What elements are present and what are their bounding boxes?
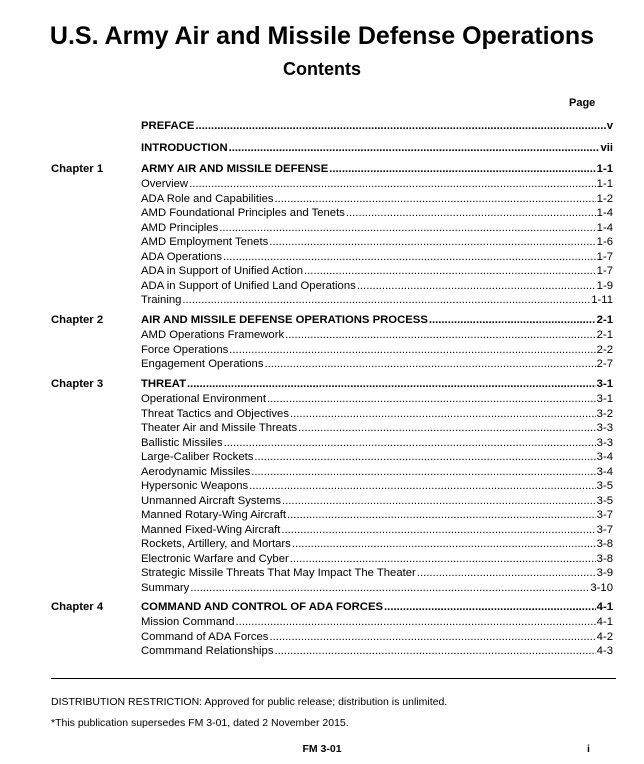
toc-entry — [141, 279, 613, 293]
toc-entry — [141, 479, 613, 493]
entry-title: Manned Fixed-Wing Aircraft — [141, 523, 281, 536]
distribution-restriction: DISTRIBUTION RESTRICTION: Approved for public release; distribution is unlimited. — [51, 696, 448, 708]
toc-entry — [141, 313, 613, 327]
entry-page: 3-1 — [596, 393, 613, 405]
page-number: i — [587, 743, 590, 755]
chapter-label: Chapter 1 — [51, 163, 104, 175]
entry-title: Engagement Operations — [141, 358, 264, 370]
toc-entry — [141, 328, 613, 342]
entry-title: Hypersonic Weapons — [141, 480, 249, 492]
toc-row-section[interactable] — [0, 192, 644, 206]
dot-leader — [267, 392, 596, 406]
dot-leader — [251, 465, 595, 479]
toc-row-section[interactable] — [0, 450, 644, 464]
toc-row-section[interactable] — [0, 206, 644, 220]
toc-entry — [141, 600, 613, 614]
entry-title: Force Operations — [141, 343, 229, 356]
toc-entry — [141, 162, 613, 176]
chapter-label: Chapter 4 — [51, 601, 104, 613]
entry-title: THREAT — [141, 378, 186, 390]
toc-entry — [141, 537, 613, 551]
entry-page: 3-10 — [590, 581, 613, 594]
entry-title: Rockets, Artillery, and Mortars — [141, 538, 291, 550]
dot-leader — [346, 206, 596, 220]
toc-row-chapter-2[interactable] — [0, 313, 644, 327]
entry-title: INTRODUCTION — [141, 142, 228, 154]
toc-entry — [141, 407, 613, 421]
toc-entry — [141, 377, 613, 391]
toc-row-section[interactable] — [0, 537, 644, 551]
entry-title: AMD Foundational Principles and Tenets — [141, 207, 345, 219]
document-title: U.S. Army Air and Missile Defense Operations — [49, 22, 595, 50]
toc-entry — [141, 119, 613, 133]
toc-entry — [141, 293, 613, 307]
toc-row-chapter-3[interactable] — [0, 377, 644, 391]
dot-leader — [264, 357, 595, 371]
entry-page: 2-1 — [596, 329, 613, 341]
entry-title: Unmanned Aircraft Systems — [141, 494, 282, 507]
toc-row-section[interactable] — [0, 328, 644, 342]
dot-leader — [290, 552, 596, 566]
dot-leader — [429, 313, 596, 327]
toc-entry — [141, 552, 613, 566]
dot-leader — [298, 421, 596, 435]
toc-row-chapter-1[interactable] — [0, 162, 644, 176]
dot-leader — [182, 293, 590, 307]
toc-entry — [141, 450, 613, 464]
entry-page: 3-1 — [596, 378, 613, 390]
toc-row-section[interactable] — [0, 615, 644, 629]
dot-leader — [229, 141, 600, 155]
dot-leader — [236, 615, 596, 629]
entry-title: COMMAND AND CONTROL OF ADA FORCES — [141, 601, 384, 613]
entry-page: 1-1 — [596, 178, 613, 190]
toc-entry — [141, 177, 613, 191]
toc-entry — [141, 581, 613, 595]
publication-number: FM 3-01 — [302, 743, 342, 755]
dot-leader — [275, 192, 596, 206]
dot-leader — [292, 537, 596, 551]
footer-divider — [51, 678, 616, 679]
chapter-label: Chapter 3 — [51, 378, 104, 390]
entry-title: Large-Caliber Rockets — [141, 451, 254, 463]
entry-page: 3-5 — [596, 494, 613, 507]
entry-title: ADA in Support of Unified Action — [141, 265, 304, 277]
dot-leader — [269, 235, 595, 249]
toc-row-section[interactable] — [0, 508, 644, 522]
toc-row-section[interactable] — [0, 465, 644, 479]
entry-page: 1-7 — [596, 265, 613, 277]
toc-entry — [141, 566, 613, 580]
toc-row-section[interactable] — [0, 407, 644, 421]
toc-row-section[interactable] — [0, 279, 644, 293]
entry-title: Aerodynamic Missiles — [141, 465, 251, 478]
toc-row-introduction[interactable] — [0, 141, 644, 155]
dot-leader — [384, 600, 596, 614]
toc-entry — [141, 221, 613, 235]
entry-page: 3-3 — [596, 422, 613, 434]
dot-leader — [282, 494, 596, 508]
entry-page: 4-1 — [596, 601, 613, 613]
entry-title: AMD Employment Tenets — [141, 236, 269, 248]
dot-leader — [187, 377, 596, 391]
toc-entry — [141, 508, 613, 522]
entry-title: Manned Rotary-Wing Aircraft — [141, 509, 287, 521]
entry-title: AIR AND MISSILE DEFENSE OPERATIONS PROCESS — [141, 314, 428, 326]
toc-row-section[interactable] — [0, 644, 644, 658]
dot-leader — [189, 177, 596, 191]
entry-page: v — [606, 120, 613, 132]
dot-leader — [329, 162, 595, 176]
entry-title: Overview — [141, 178, 189, 190]
toc-row-section[interactable] — [0, 436, 644, 450]
toc-row-section[interactable] — [0, 479, 644, 493]
entry-title: Training — [141, 294, 182, 306]
entry-page: 1-4 — [596, 221, 613, 234]
dot-leader — [229, 343, 595, 357]
toc-row-section[interactable] — [0, 221, 644, 235]
dot-leader — [290, 407, 596, 421]
entry-title: Theater Air and Missile Threats — [141, 422, 298, 434]
toc-row-section[interactable] — [0, 566, 644, 580]
toc-entry — [141, 615, 613, 629]
entry-title: PREFACE — [141, 120, 195, 132]
supersedes-note: *This publication supersedes FM 3-01, dated 2 November 2015. — [51, 717, 349, 729]
toc-row-section[interactable] — [0, 630, 644, 644]
dot-leader — [281, 523, 595, 537]
entry-page: 2-1 — [596, 314, 613, 326]
dot-leader — [195, 119, 605, 133]
page-column-header: Page — [569, 97, 596, 109]
dot-leader — [417, 566, 596, 580]
toc-entry — [141, 392, 613, 406]
entry-page: 2-7 — [596, 358, 613, 370]
entry-title: ADA Role and Capabilities — [141, 192, 274, 205]
entry-title: ADA Operations — [141, 250, 223, 263]
entry-title: ARMY AIR AND MISSILE DEFENSE — [141, 163, 329, 175]
toc-row-section[interactable] — [0, 392, 644, 406]
entry-title: Threat Tactics and Objectives — [141, 407, 289, 420]
dot-leader — [254, 450, 595, 464]
dot-leader — [190, 581, 589, 595]
toc-row-section[interactable] — [0, 343, 644, 357]
entry-page: 3-7 — [596, 523, 613, 536]
toc-row-section[interactable] — [0, 250, 644, 264]
toc-row-section[interactable] — [0, 581, 644, 595]
toc-entry — [141, 644, 613, 658]
entry-title: Commmand Relationships — [141, 645, 274, 657]
dot-leader — [223, 250, 596, 264]
entry-page: 3-3 — [596, 436, 613, 449]
toc-entry — [141, 235, 613, 249]
toc-row-section[interactable] — [0, 177, 644, 191]
entry-page: 1-7 — [596, 250, 613, 263]
entry-title: AMD Operations Framework — [141, 329, 285, 341]
toc-row-section[interactable] — [0, 235, 644, 249]
dot-leader — [249, 479, 596, 493]
toc-entry — [141, 206, 613, 220]
entry-page: 3-5 — [596, 480, 613, 492]
contents-heading: Contents — [283, 59, 361, 79]
toc-row-section[interactable] — [0, 293, 644, 307]
toc-entry — [141, 630, 613, 644]
toc-entry — [141, 192, 613, 206]
entry-page: 3-4 — [596, 451, 613, 463]
toc-row-section[interactable] — [0, 552, 644, 566]
entry-page: 3-4 — [596, 465, 613, 478]
entry-title: Ballistic Missiles — [141, 436, 223, 449]
entry-page: 4-3 — [596, 645, 613, 657]
entry-title: Summary — [141, 581, 190, 594]
dot-leader — [357, 279, 596, 293]
dot-leader — [269, 630, 595, 644]
dot-leader — [287, 508, 596, 522]
entry-title: AMD Principles — [141, 221, 219, 234]
toc-entry — [141, 264, 613, 278]
entry-title: ADA in Support of Unified Land Operations — [141, 279, 356, 292]
entry-page: 1-4 — [596, 207, 613, 219]
entry-page: 1-9 — [596, 279, 613, 292]
entry-title: Operational Environment — [141, 393, 266, 405]
dot-leader — [274, 644, 595, 658]
dot-leader — [219, 221, 595, 235]
entry-page: vii — [600, 142, 613, 154]
entry-page: 3-8 — [596, 538, 613, 550]
entry-page: 3-9 — [596, 567, 613, 579]
entry-title: Strategic Missile Threats That May Impact The Theater — [141, 567, 416, 579]
toc-entry — [141, 141, 613, 155]
entry-title: Command of ADA Forces — [141, 630, 269, 643]
toc-entry — [141, 343, 613, 357]
entry-title: Electronic Warfare and Cyber — [141, 552, 289, 565]
entry-page: 1-6 — [596, 236, 613, 248]
toc-row-section[interactable] — [0, 264, 644, 278]
entry-page: 1-1 — [596, 163, 613, 175]
toc-row-section[interactable] — [0, 421, 644, 435]
entry-page: 2-2 — [596, 343, 613, 356]
toc-entry — [141, 436, 613, 450]
dot-leader — [224, 436, 596, 450]
entry-title: Mission Command — [141, 616, 235, 628]
toc-entry — [141, 357, 613, 371]
entry-page: 3-2 — [596, 407, 613, 420]
toc-row-preface[interactable] — [0, 119, 644, 133]
chapter-label: Chapter 2 — [51, 314, 104, 326]
toc-entry — [141, 250, 613, 264]
toc-row-chapter-4[interactable] — [0, 600, 644, 614]
toc-entry — [141, 421, 613, 435]
toc-entry — [141, 523, 613, 537]
entry-page: 3-8 — [596, 552, 613, 565]
entry-page: 1-11 — [591, 294, 613, 306]
toc-row-section[interactable] — [0, 494, 644, 508]
toc-entry — [141, 465, 613, 479]
toc-entry — [141, 494, 613, 508]
entry-page: 1-2 — [596, 192, 613, 205]
dot-leader — [285, 328, 596, 342]
entry-page: 4-2 — [596, 630, 613, 643]
entry-page: 4-1 — [596, 616, 613, 628]
toc-row-section[interactable] — [0, 523, 644, 537]
entry-page: 3-7 — [596, 509, 613, 521]
dot-leader — [304, 264, 596, 278]
toc-row-section[interactable] — [0, 357, 644, 371]
